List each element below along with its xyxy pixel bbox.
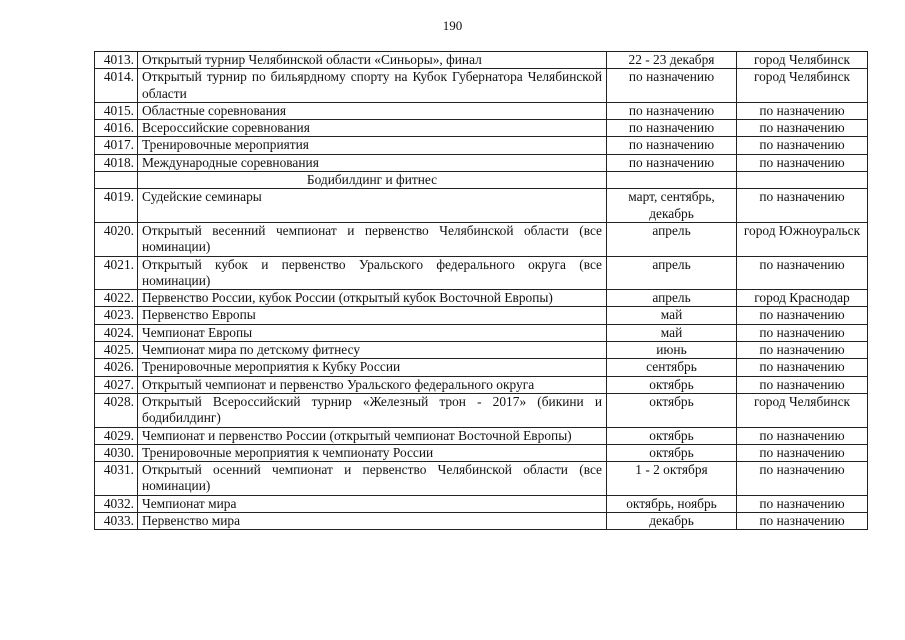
event-place: по назначению xyxy=(737,137,868,154)
event-row xyxy=(95,290,868,307)
event-name: Областные соревнования xyxy=(138,102,607,119)
event-row xyxy=(95,359,868,376)
event-row xyxy=(95,376,868,393)
event-date: апрель xyxy=(607,256,737,290)
event-place: по назначению xyxy=(737,342,868,359)
event-place: город Южноуральск xyxy=(737,222,868,256)
event-date: октябрь xyxy=(607,444,737,461)
event-name: Чемпионат и первенство России (открытый чемпионат Восточной Европы) xyxy=(138,427,607,444)
event-place: по назначению xyxy=(737,189,868,223)
row-number: 4025. xyxy=(95,342,138,359)
row-number: 4018. xyxy=(95,154,138,171)
event-place: по назначению xyxy=(737,102,868,119)
row-number: 4027. xyxy=(95,376,138,393)
event-place: город Челябинск xyxy=(737,52,868,69)
event-place: город Челябинск xyxy=(737,393,868,427)
row-number: 4020. xyxy=(95,222,138,256)
row-number: 4016. xyxy=(95,120,138,137)
event-date xyxy=(607,172,737,189)
event-date: март, сентябрь, декабрь xyxy=(607,189,737,223)
event-row xyxy=(95,513,868,530)
event-date: октябрь xyxy=(607,393,737,427)
row-number: 4031. xyxy=(95,462,138,496)
event-row xyxy=(95,495,868,512)
event-place: по назначению xyxy=(737,376,868,393)
row-number: 4028. xyxy=(95,393,138,427)
event-row xyxy=(95,52,868,69)
event-place: по назначению xyxy=(737,359,868,376)
page-number: 190 xyxy=(442,18,463,33)
event-date: октябрь xyxy=(607,427,737,444)
event-date: сентябрь xyxy=(607,359,737,376)
event-row xyxy=(95,462,868,496)
events-table xyxy=(94,51,868,530)
event-date: апрель xyxy=(607,290,737,307)
event-row xyxy=(95,222,868,256)
event-place: по назначению xyxy=(737,444,868,461)
event-row xyxy=(95,324,868,341)
event-row xyxy=(95,427,868,444)
event-date: по назначению xyxy=(607,154,737,171)
row-number: 4014. xyxy=(95,69,138,103)
event-date: май xyxy=(607,324,737,341)
event-date: июнь xyxy=(607,342,737,359)
row-number: 4024. xyxy=(95,324,138,341)
events-table-body xyxy=(95,52,868,530)
event-place: по назначению xyxy=(737,307,868,324)
row-number: 4030. xyxy=(95,444,138,461)
event-row xyxy=(95,154,868,171)
event-name: Тренировочные мероприятия xyxy=(138,137,607,154)
row-number xyxy=(95,172,138,189)
event-name: Судейские семинары xyxy=(138,189,607,223)
event-row xyxy=(95,256,868,290)
event-name: Открытый кубок и первенство Уральского федерального округа (все номинации) xyxy=(138,256,607,290)
event-row xyxy=(95,342,868,359)
event-row xyxy=(95,189,868,223)
row-number: 4032. xyxy=(95,495,138,512)
event-name: Всероссийские соревнования xyxy=(138,120,607,137)
event-place: по назначению xyxy=(737,120,868,137)
event-date: по назначению xyxy=(607,120,737,137)
event-name: Чемпионат мира xyxy=(138,495,607,512)
row-number: 4026. xyxy=(95,359,138,376)
row-number: 4033. xyxy=(95,513,138,530)
event-name: Тренировочные мероприятия к Кубку России xyxy=(138,359,607,376)
event-place: город Краснодар xyxy=(737,290,868,307)
event-date: апрель xyxy=(607,222,737,256)
row-number: 4022. xyxy=(95,290,138,307)
event-date: по назначению xyxy=(607,69,737,103)
event-date: по назначению xyxy=(607,137,737,154)
event-name: Первенство России, кубок России (открытый кубок Восточной Европы) xyxy=(138,290,607,307)
event-date: октябрь xyxy=(607,376,737,393)
event-name: Первенство Европы xyxy=(138,307,607,324)
event-name: Первенство мира xyxy=(138,513,607,530)
event-row xyxy=(95,444,868,461)
event-place: по назначению xyxy=(737,495,868,512)
event-place: по назначению xyxy=(737,324,868,341)
event-place: город Челябинск xyxy=(737,69,868,103)
event-date: октябрь, ноябрь xyxy=(607,495,737,512)
event-row xyxy=(95,120,868,137)
event-place xyxy=(737,172,868,189)
row-number: 4017. xyxy=(95,137,138,154)
event-name: Тренировочные мероприятия к чемпионату России xyxy=(138,444,607,461)
event-row xyxy=(95,69,868,103)
section-header-row xyxy=(95,172,868,189)
event-row xyxy=(95,102,868,119)
event-date: 1 - 2 октября xyxy=(607,462,737,496)
row-number: 4019. xyxy=(95,189,138,223)
event-name: Открытый Всероссийский турнир «Железный трон - 2017» (бикини и бодибилдинг) xyxy=(138,393,607,427)
row-number: 4023. xyxy=(95,307,138,324)
event-name: Открытый осенний чемпионат и первенство Челябинской области (все номинации) xyxy=(138,462,607,496)
event-place: по назначению xyxy=(737,462,868,496)
event-row xyxy=(95,307,868,324)
event-date: декабрь xyxy=(607,513,737,530)
event-name: Открытый турнир Челябинской области «Синьоры», финал xyxy=(138,52,607,69)
event-date: май xyxy=(607,307,737,324)
event-name: Чемпионат мира по детскому фитнесу xyxy=(138,342,607,359)
event-name: Чемпионат Европы xyxy=(138,324,607,341)
row-number: 4021. xyxy=(95,256,138,290)
row-number: 4015. xyxy=(95,102,138,119)
section-title: Бодибилдинг и фитнес xyxy=(138,172,607,189)
event-date: по назначению xyxy=(607,102,737,119)
event-date: 22 - 23 декабря xyxy=(607,52,737,69)
event-row xyxy=(95,137,868,154)
event-place: по назначению xyxy=(737,256,868,290)
event-row xyxy=(95,393,868,427)
event-name: Международные соревнования xyxy=(138,154,607,171)
event-name: Открытый турнир по бильярдному спорту на Кубок Губернатора Челябинской области xyxy=(138,69,607,103)
row-number: 4029. xyxy=(95,427,138,444)
event-place: по назначению xyxy=(737,513,868,530)
event-name: Открытый чемпионат и первенство Уральского федерального округа xyxy=(138,376,607,393)
event-place: по назначению xyxy=(737,154,868,171)
row-number: 4013. xyxy=(95,52,138,69)
event-place: по назначению xyxy=(737,427,868,444)
event-name: Открытый весенний чемпионат и первенство Челябинской области (все номинации) xyxy=(138,222,607,256)
